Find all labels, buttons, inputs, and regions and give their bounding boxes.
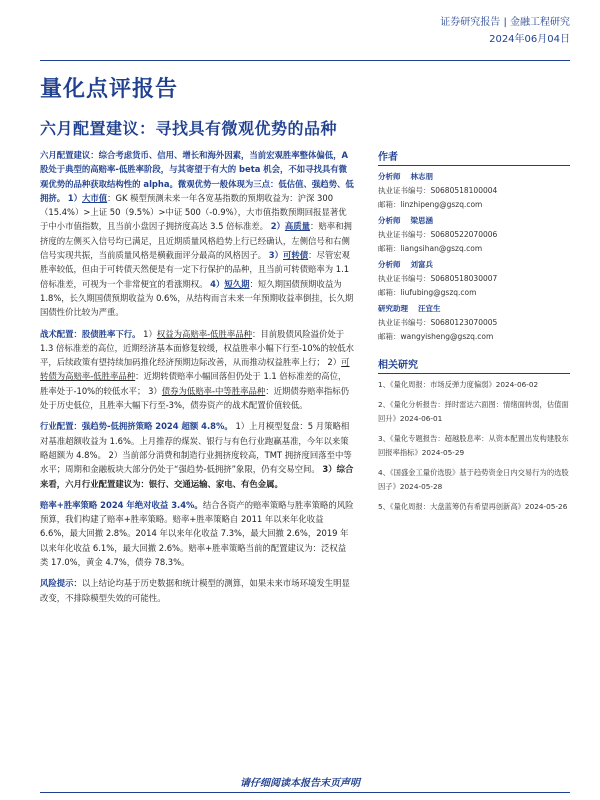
research-item[interactable]: 1、《量化周报：市场反弹力度偏弱》2024-06-02: [378, 380, 539, 389]
odds-winrate-heading: 赔率+胜率策略 2024 年绝对收益 3.4%。: [40, 499, 203, 510]
footer-divider: [40, 792, 570, 793]
large-cap-heading: 大市值: [82, 192, 108, 203]
research-list: [378, 378, 570, 514]
email-link[interactable]: linzhipeng@gszq.com: [400, 200, 483, 209]
convertible-heading: 可转债为高赔率-低胜率品种: [40, 357, 350, 382]
analyst-role: 分析师: [378, 216, 401, 225]
risk-text: 以上结论均基于历史数据和统计模型的测算，如果未来市场环境发生明显改变，不排除模型失效的可能性。: [40, 578, 350, 603]
email-label: 邮箱：: [378, 288, 401, 297]
research-item[interactable]: 4、《国盛金工量价选股》基于趋势资金日内交易行为的选股因子》2024-05-28: [378, 468, 569, 491]
equity-heading: 权益为高赔率-低胜率品种: [156, 328, 253, 339]
sidebar: [378, 148, 570, 520]
convertible-bond-text: ：尽管宏观胜率较低，但由于可转债天然便是有一定下行保护的品种，且当前可转债赔率为 1.1 倍标准差，可视为一个非常便宜的看涨期权。: [40, 250, 350, 289]
cert-number: S0680123070005: [430, 318, 498, 327]
analyst-entry: [378, 258, 570, 300]
analyst-role: 分析师: [378, 260, 401, 269]
footer-disclaimer: 请仔细阅读本报告末页声明: [240, 778, 360, 789]
analyst-role: 分析师: [378, 172, 401, 181]
industry-allocation-heading: 行业配置：强趋势-低拥挤策略 2024 超额 4.8%。: [40, 421, 233, 432]
convertible-text: ：近期转债赔率小幅回落但仍处于 1.1 倍标准差的高位，胜率处于-10%的较低水平；: [40, 371, 347, 396]
item-number: 3）: [148, 385, 162, 396]
industry-review-text: 1）上月模型复盘：5 月策略相对基准超额收益为 1.6%。上月推荐的煤炭、银行与有色行业跑赢基准，今年以来策略超额为 4.8%。: [40, 421, 350, 460]
email-link[interactable]: liufubing@gszq.com: [400, 288, 477, 297]
cert-label: 执业证书编号：: [378, 274, 431, 283]
header-divider: [40, 60, 570, 61]
report-date: 2024年06月04日: [489, 34, 570, 45]
email-link[interactable]: wangyisheng@gszq.com: [400, 332, 494, 341]
paragraph-tactical-allocation: [40, 327, 354, 413]
email-label: 邮箱：: [378, 332, 401, 341]
short-duration-text: ：短久期国债预期收益为 1.8%，长久期国债预期收益为 0.6%，从结构而言未来一年预期收益率倒挂，长久期国债性价比较为严重。: [40, 278, 354, 318]
report-type-title: 量化点评报告: [40, 77, 179, 102]
cert-number: S0680522070006: [430, 230, 498, 239]
analyst-name: 汪宜生: [418, 304, 441, 313]
analyst-entry: [378, 170, 570, 212]
paragraph-june-allocation: [40, 148, 354, 320]
tactical-allocation-heading: 战术配置：股债胜率下行。: [40, 328, 141, 339]
analyst-entry: [378, 214, 570, 256]
analyst-name: 刘富兵: [410, 260, 433, 269]
june-allocation-summary: 六月配置建议：综合考虑货币、信用、增长和海外因素，当前宏观胜率整体偏低，A股处于典型的高赔率-低胜率阶段，与其寄望于有大的 beta 机会，不如寻找具有微观优势的品种获取结构性的 alpha。微观优势一般体现为三点：低估值、强趋势、低拥挤。: [40, 150, 354, 203]
research-item[interactable]: 2、《量化分析报告：择时雷达六面图：情绪面转弱，估值面回升》2024-06-01: [378, 400, 569, 423]
research-item[interactable]: 3、《量化专题报告：超越股息率：从资本配置出发构建股东回报率指标》2024-05-29: [378, 434, 569, 457]
industry-recommendation: 3）综合来看，六月行业配置建议为：银行、交通运输、家电、有色金属。: [40, 464, 354, 489]
high-quality-text: ：赔率和拥挤度的左侧买入信号均已满足，且近期质量风格趋势上行已经确认，左侧信号和右侧信号实现共振，当前质量风格是横截面评分最高的风格因子。: [40, 221, 352, 261]
risk-heading: 风险提示：: [40, 578, 82, 589]
main-body: [40, 148, 354, 612]
paragraph-industry-allocation: [40, 419, 354, 490]
cert-label: 执业证书编号：: [378, 318, 431, 327]
report-headline: 六月配置建议：寻找具有微观优势的品种: [40, 119, 338, 138]
report-category: 证券研究报告 | 金融工程研究: [440, 17, 570, 28]
short-duration-heading: 短久期: [224, 278, 250, 289]
item-number: 4）: [210, 278, 225, 289]
item-number: 2）: [327, 357, 342, 368]
cert-label: 执业证书编号：: [378, 230, 431, 239]
analyst-role: 研究助理: [378, 304, 408, 313]
related-research: [378, 356, 570, 514]
item-number: 2）: [270, 221, 285, 232]
convertible-bond-heading: 可转债: [283, 250, 309, 261]
industry-crowding-text: 2）当前部分消费和制造行业拥挤度较高，TMT 拥挤度回落至中等水平；周期和金融板块大部分仍处于“强趋势-低拥挤”象限，仍有交易空间。: [40, 449, 352, 475]
cert-number: S0680518030007: [430, 274, 498, 283]
item-number: 3）: [268, 250, 283, 261]
odds-winrate-text: 结合各资产的赔率策略与胜率策略的风险预算，我们构建了赔率+胜率策略。赔率+胜率策略自 2011 年以来年化收益 6.6%，最大回撤 2.8%。2014 年以来年化收益 7.3%，最大回撤 2.6%，2019 年以来年化收益 6.1%，最大回撤 2.6%。赔率+胜率策略当前的配置建议为：泛权益类 17.0%，黄金 4.7%，债券 78.3%。: [40, 499, 354, 568]
paragraph-risk: [40, 576, 354, 605]
high-quality-heading: 高质量: [284, 221, 311, 232]
cert-number: S0680518100004: [430, 186, 498, 195]
research-item[interactable]: 5、《量化周报：大盘蓝筹仍有希望再创新高》2024-05-26: [378, 502, 568, 511]
item-number: 1）: [143, 328, 157, 339]
item-number: 1）: [67, 192, 82, 203]
authors-title: 作者: [378, 148, 570, 166]
analyst-name: 梁思涵: [410, 216, 433, 225]
email-label: 邮箱：: [378, 200, 401, 209]
paragraph-odds-winrate: [40, 498, 354, 569]
equity-text: ：目前股债风险溢价处于 1.3 倍标准差的高位，近期经济基本面修复较缓，权益胜率小幅下行至-10%的较低水平，后续政策有望持续加码推化经济预期边际改善，从而推动权益胜率上行；: [40, 328, 354, 368]
research-title: 相关研究: [378, 356, 570, 374]
analyst-entry: [378, 302, 570, 344]
bond-text: ：近期债券赔率指标仍处于历史低位，且胜率大幅下行至-3%，债券资产的战术配置价值较低。: [40, 385, 350, 411]
email-label: 邮箱：: [378, 244, 401, 253]
analyst-list: [378, 170, 570, 344]
report-header-info: [440, 14, 570, 48]
bond-heading: 债券为低赔率-中等胜率品种: [161, 385, 266, 396]
cert-label: 执业证书编号：: [378, 186, 431, 195]
analyst-name: 林志朋: [410, 172, 433, 181]
large-cap-text: ：GK 模型预测未来一年各宽基指数的预期收益为：沪深 300（15.4%）>上证 50（9.5%）>中证 500（-0.9%），大市值指数预期回报显著优于中小市值指数，且当前小盘因子拥挤度高达 3.5 倍标准差。: [40, 192, 347, 232]
email-link[interactable]: liangsihan@gszq.com: [400, 244, 483, 253]
